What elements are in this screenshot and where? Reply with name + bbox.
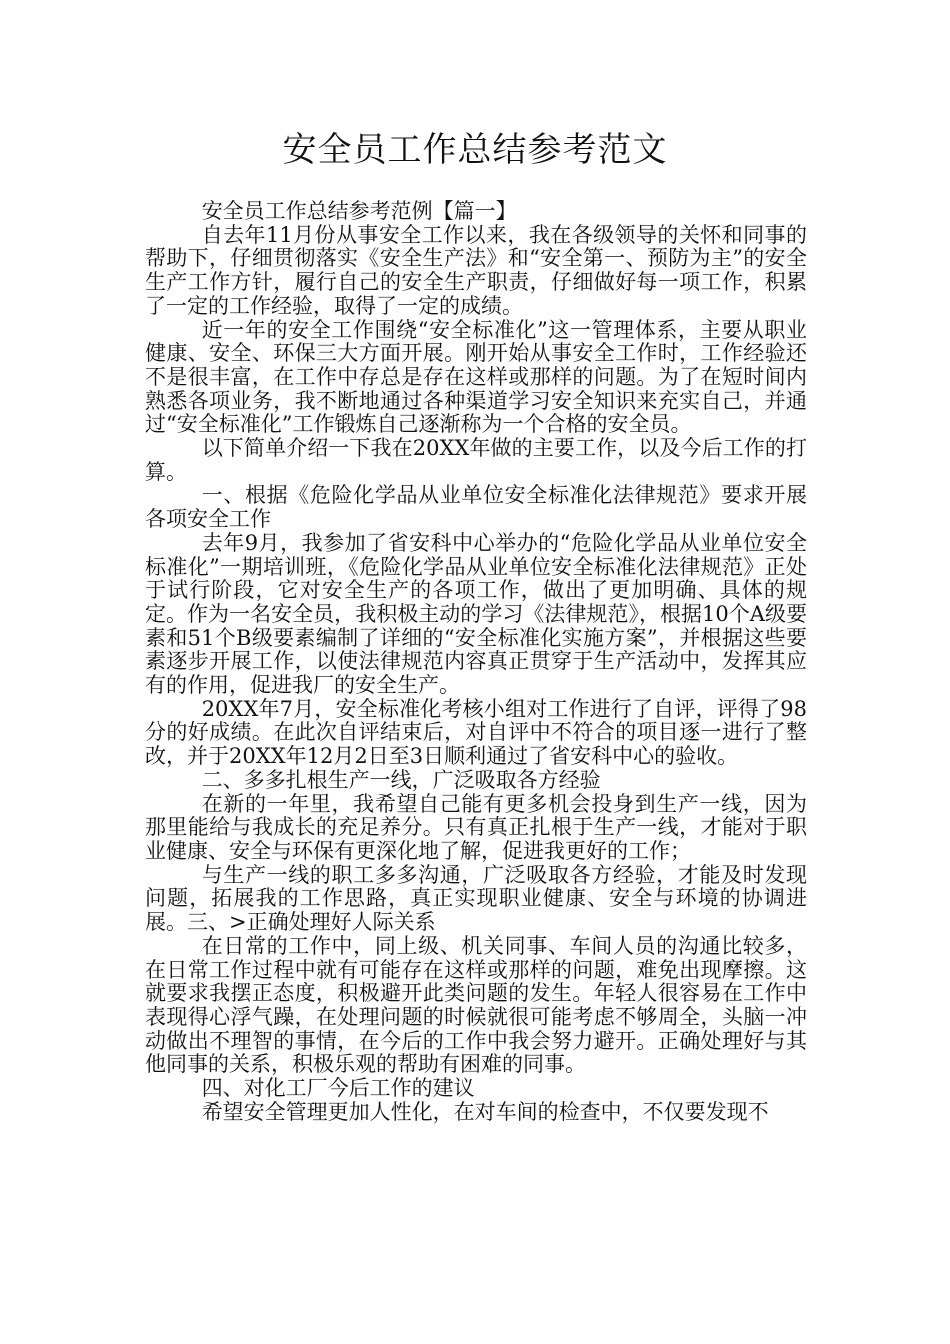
paragraph: 20XX年7月，安全标准化考核小组对工作进行了自评，评得了98分的好成绩。在此次自评结束后，对自评中不符合的项目逐一进行了整改，并于20XX年12月2日至3日顺利通过了省安科中心的验收。	[145, 696, 807, 769]
document-body	[145, 200, 807, 1124]
paragraph: 去年9月，我参加了省安科中心举办的“危险化学品从业单位安全标准化”一期培训班，《危险化学品从业单位安全标准化法律规范》正处于试行阶段，它对安全生产的各项工作，做出了更加明确、具体的规定。作为一名安全员，我积极主动的学习《法律规范》，根据10个A级要素和51个B级要素编制了详细的“安全标准化实施方案”，并根据这些要素逐步开展工作，以使法律规范内容真正贯穿于生产活动中，发挥其应有的作用，促进我厂的安全生产。	[145, 530, 807, 698]
paragraph: 与生产一线的职工多多沟通，广泛吸取各方经验，才能及时发现问题，拓展我的工作思路，真正实现职业健康、安全与环境的协调进展。三、>正确处理好人际关系	[145, 862, 807, 935]
paragraph: 在新的一年里，我希望自己能有更多机会投身到生产一线，因为那里能给与我成长的充足养分。只有真正扎根于生产一线，才能对于职业健康、安全与环保有更深化地了解，促进我更好的工作；	[145, 791, 807, 863]
document-title: 安全员工作总结参考范文	[282, 130, 668, 170]
paragraph: 在日常的工作中，同上级、机关同事、车间人员的沟通比较多，在日常工作过程中就有可能存在这样或那样的问题，难免出现摩擦。这就要求我摆正态度，积极避开此类问题的发生。年轻人很容易在工作中表现得心浮气躁，在处理问题的时候就很可能考虑不够周全，头脑一冲动做出不理智的事情，在今后的工作中我会努力避开。正确处理好与其他同事的关系，积极乐观的帮助有困难的同事。	[145, 933, 807, 1077]
section-heading: 一、根据《危险化学品从业单位安全标准化法律规范》要求开展各项安全工作	[145, 483, 807, 532]
paragraph: 近一年的安全工作围绕“安全标准化”这一管理体系，主要从职业健康、安全、环保三大方面开展。刚开始从事安全工作时，工作经验还不是很丰富，在工作中存总是存在这样或那样的问题。为了在短时间内熟悉各项业务，我不断地通过各种渠道学习安全知识来充实自己，并通过“安全标准化”工作锻炼自己逐渐称为一个合格的安全员。	[145, 317, 807, 437]
section-heading: 安全员工作总结参考范例【篇一】	[201, 199, 517, 223]
section-heading: 二、多多扎根生产一线，广泛吸取各方经验	[201, 767, 601, 792]
paragraph: 以下简单介绍一下我在20XX年做的主要工作，以及今后工作的打算。	[145, 436, 807, 484]
paragraph: 希望安全管理更加人性化，在对车间的检查中，不仅要发现不	[201, 1099, 769, 1124]
paragraph: 自去年11月份从事安全工作以来，我在各级领导的关怀和同事的帮助下，仔细贯彻落实《安全生产法》和“安全第一、预防为主”的安全生产工作方针，履行自己的安全生产职责，仔细做好每一项工作，积累了一定的工作经验，取得了一定的成绩。	[145, 222, 807, 318]
section-heading: 四、对化工厂今后工作的建议	[201, 1076, 475, 1101]
